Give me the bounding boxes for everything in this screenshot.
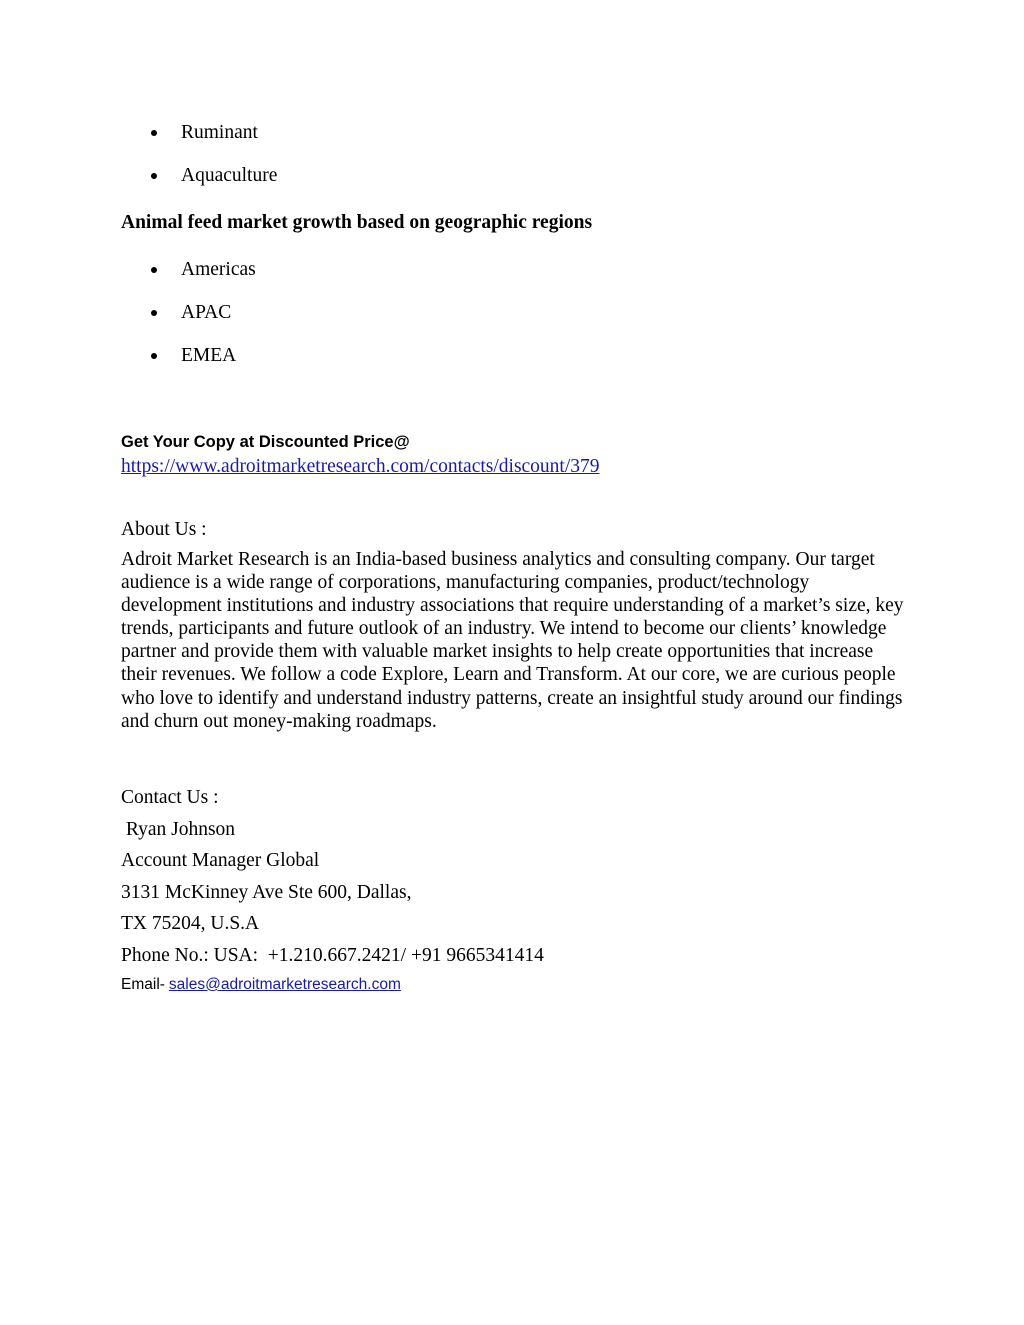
about-heading: About Us : [121, 519, 207, 540]
bullet-icon [151, 130, 157, 136]
list-item: APAC [181, 302, 232, 323]
bullet-icon [151, 353, 157, 359]
discount-heading: Get Your Copy at Discounted Price@ [121, 433, 410, 451]
list-item: EMEA [181, 345, 237, 366]
email-row [121, 975, 401, 995]
discount-link[interactable]: https://www.adroitmarketresearch.com/contacts/discount/379 [121, 456, 600, 477]
contact-name: Ryan Johnson [121, 819, 236, 840]
bullet-icon [151, 267, 157, 273]
bullet-icon [151, 173, 157, 179]
list-item: Americas [181, 259, 256, 280]
list-item: Aquaculture [181, 165, 278, 186]
email-label: Email- [121, 976, 165, 993]
address-line-2: TX 75204, U.S.A [121, 913, 260, 934]
regions-heading: Animal feed market growth based on geographic regions [121, 212, 593, 233]
contact-phone: Phone No.: USA: +1.210.667.2421/ +91 9665341414 [121, 945, 544, 966]
email-link[interactable]: sales@adroitmarketresearch.com [168, 976, 401, 993]
address-line-1: 3131 McKinney Ave Ste 600, Dallas, [121, 882, 412, 903]
contact-title: Account Manager Global [121, 850, 320, 871]
about-paragraph: Adroit Market Research is an India-based business analytics and consulting company. Our target audience is a wide range of corporations, manufacturing companies, product/technology development institutions and industry associations that require understanding of a market’s size, key trends, participants and future outlook of an industry. We intend to become our clients’ knowledge partner and provide them with valuable market insights to help create opportunities that increase their revenues. We follow a code Explore, Learn and Transform. At our core, we are curious people who love to identify and understand industry patterns, create an insightful study around our findings and churn out money-making roadmaps. [121, 549, 904, 732]
contact-heading: Contact Us : [121, 787, 219, 808]
bullet-icon [151, 310, 157, 316]
list-item: Ruminant [181, 122, 258, 143]
